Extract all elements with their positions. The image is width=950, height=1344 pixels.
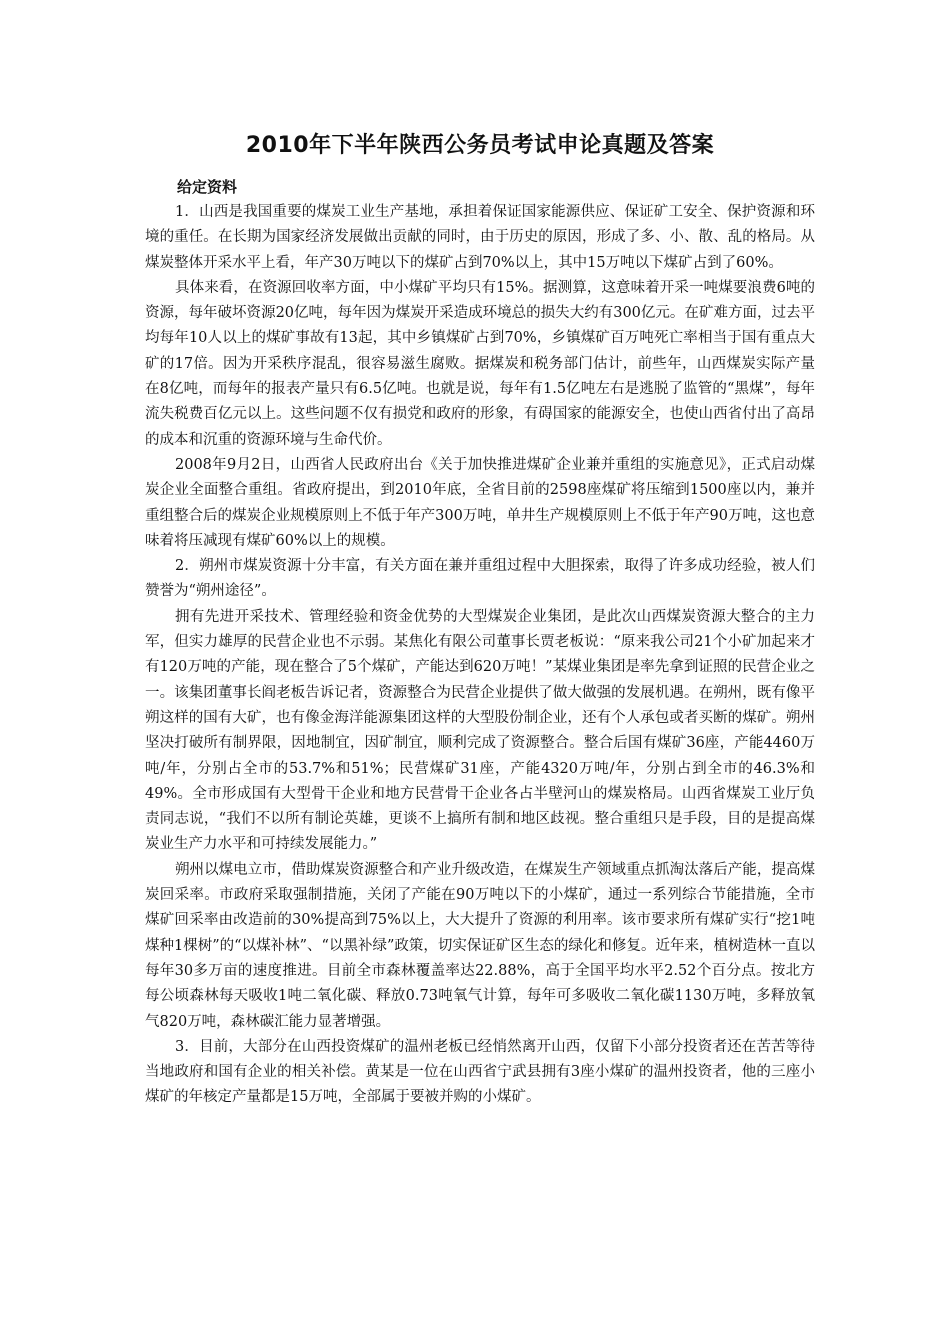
- paragraph: 2008年9月2日，山西省人民政府出台《关于加快推进煤矿企业兼并重组的实施意见》，正式启动煤炭企业全面整合重组。省政府提出，到2010年底，全省目前的2598座煤矿将压缩到1500座以内，兼并重组整合后的煤炭企业规模原则上不低于年产300万吨，单井生产规模原则上不低于年产90万吨，这也意味着将压减现有煤矿60%以上的规模。: [145, 456, 815, 549]
- section-heading: 给定资料: [177, 178, 238, 196]
- paragraph: 1．山西是我国重要的煤炭工业生产基地，承担着保证国家能源供应、保证矿工安全、保护资源和环境的重任。在长期为国家经济发展做出贡献的同时，由于历史的原因，形成了多、小、散、乱的格局。从煤炭整体开采水平上看，年产30万吨以下的煤矿占到70%以上，其中15万吨以下煤矿占到了60%。: [145, 204, 815, 271]
- paragraph: 2．朔州市煤炭资源十分丰富，有关方面在兼并重组过程中大胆探索，取得了许多成功经验，被人们赞誉为“朔州途径”。: [145, 558, 815, 600]
- paragraph: 3．目前，大部分在山西投资煤矿的温州老板已经悄然离开山西，仅留下小部分投资者还在苦苦等待当地政府和国有企业的相关补偿。黄某是一位在山西省宁武县拥有3座小煤矿的温州投资者，他的三座小煤矿的年核定产量都是15万吨，全部属于要被并购的小煤矿。: [145, 1038, 815, 1106]
- document-page: [145, 128, 815, 1111]
- paragraph: 拥有先进开采技术、管理经验和资金优势的大型煤炭企业集团，是此次山西煤炭资源大整合的主力军，但实力雄厚的民营企业也不示弱。某焦化有限公司董事长贾老板说：“原来我公司21个小矿加起来才有120万吨的产能，现在整合了5个煤矿，产能达到620万吨！”某煤业集团是率先拿到证照的民营企业之一。该集团董事长阎老板告诉记者，资源整合为民营企业提供了做大做强的发展机遇。在朔州，既有像平朔这样的国有大矿，也有像金海洋能源集团这样的大型股份制企业，还有个人承包或者买断的煤矿。朔州坚决打破所有制界限，因地制宜，因矿制宜，顺利完成了资源整合。整合后国有煤矿36座，产能4460万吨/年，分别占全市的53.7%和51%；民营煤矿31座，产能4320万吨/年，分别占到全市的46.3%和49%。全市形成国有大型骨干企业和地方民营骨干企业各占半壁河山的煤炭格局。山西省煤炭工业厅负责同志说，“我们不以所有制论英雄，更谈不上搞所有制和地区歧视。整合重组只是手段，目的是提高煤炭业生产力水平和可持续发展能力。”: [145, 608, 815, 853]
- paragraph: 具体来看，在资源回收率方面，中小煤矿平均只有15%。据测算，这意味着开采一吨煤要浪费6吨的资源，每年破坏资源20亿吨，每年因为煤炭开采造成环境总的损失大约有300亿元。在矿难方面，过去平均每年10人以上的煤矿事故有13起，其中乡镇煤矿占到70%，乡镇煤矿百万吨死亡率相当于国有重点大矿的17倍。因为开采秩序混乱，很容易滋生腐败。据煤炭和税务部门估计，前些年，山西煤炭实际产量在8亿吨，而每年的报表产量只有6.5亿吨。也就是说，每年有1.5亿吨左右是逃脱了监管的“黑煤”，每年流失税费百亿元以上。这些问题不仅有损党和政府的形象，有碍国家的能源安全，也使山西省付出了高昂的成本和沉重的资源环境与生命代价。: [145, 279, 815, 448]
- document-title: 2010年下半年陕西公务员考试申论真题及答案: [245, 133, 715, 158]
- paragraph: 朔州以煤电立市，借助煤炭资源整合和产业升级改造，在煤炭生产领域重点抓淘汰落后产能，提高煤炭回采率。市政府采取强制措施，关闭了产能在90万吨以下的小煤矿，通过一系列综合节能措施，全市煤矿回采率由改造前的30%提高到75%以上，大大提升了资源的利用率。该市要求所有煤矿实行“挖1吨煤种1棵树”的“以煤补林”、“以黑补绿”政策，切实保证矿区生态的绿化和修复。近年来，植树造林一直以每年30多万亩的速度推进。目前全市森林覆盖率达22.88%，高于全国平均水平2.52个百分点。按北方每公顷森林每天吸收1吨二氧化碳、释放0.73吨氧气计算，每年可多吸收二氧化碳1130万吨，多释放氧气820万吨，森林碳汇能力显著增强。: [145, 861, 815, 1030]
